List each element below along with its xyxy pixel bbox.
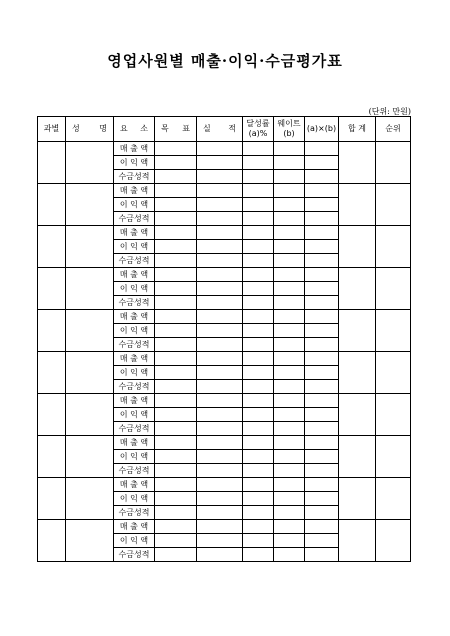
target-cell[interactable] bbox=[155, 184, 197, 198]
table-row bbox=[38, 352, 411, 366]
dept-cell[interactable] bbox=[38, 520, 66, 562]
total-cell[interactable] bbox=[339, 268, 376, 310]
item-label: 이 익 액 bbox=[114, 534, 155, 548]
name-cell[interactable] bbox=[66, 142, 114, 184]
header-name: 성 명 bbox=[66, 117, 114, 142]
target-cell[interactable] bbox=[155, 268, 197, 282]
target-cell[interactable] bbox=[155, 142, 197, 156]
actual-cell[interactable] bbox=[197, 324, 243, 338]
item-label: 이 익 액 bbox=[114, 156, 155, 170]
table-row bbox=[38, 184, 411, 198]
document-title: 영업사원별 매출·이익·수금평가표 bbox=[107, 52, 343, 70]
target-cell[interactable] bbox=[155, 212, 197, 226]
item-label: 이 익 액 bbox=[114, 324, 155, 338]
header-target: 목 표 bbox=[155, 117, 197, 142]
actual-cell[interactable] bbox=[197, 170, 243, 184]
product-cell[interactable] bbox=[305, 156, 339, 170]
product-cell[interactable] bbox=[305, 436, 339, 450]
weight-cell[interactable] bbox=[274, 310, 305, 324]
achievement-rate-cell[interactable] bbox=[243, 338, 274, 352]
product-cell[interactable] bbox=[305, 534, 339, 548]
achievement-rate-cell[interactable] bbox=[243, 464, 274, 478]
total-cell[interactable] bbox=[339, 184, 376, 226]
actual-cell[interactable] bbox=[197, 534, 243, 548]
product-cell[interactable] bbox=[305, 240, 339, 254]
dept-cell[interactable] bbox=[38, 142, 66, 184]
item-label: 매 출 액 bbox=[114, 142, 155, 156]
dept-cell[interactable] bbox=[38, 478, 66, 520]
name-cell[interactable] bbox=[66, 520, 114, 562]
actual-cell[interactable] bbox=[197, 520, 243, 534]
item-label: 매 출 액 bbox=[114, 352, 155, 366]
actual-cell[interactable] bbox=[197, 380, 243, 394]
product-cell[interactable] bbox=[305, 324, 339, 338]
target-cell[interactable] bbox=[155, 324, 197, 338]
target-cell[interactable] bbox=[155, 478, 197, 492]
header-product: (a)×(b) bbox=[305, 117, 339, 142]
product-cell[interactable] bbox=[305, 506, 339, 520]
product-cell[interactable] bbox=[305, 296, 339, 310]
name-cell[interactable] bbox=[66, 184, 114, 226]
target-cell[interactable] bbox=[155, 254, 197, 268]
achievement-rate-cell[interactable] bbox=[243, 492, 274, 506]
weight-cell[interactable] bbox=[274, 464, 305, 478]
achievement-rate-cell[interactable] bbox=[243, 506, 274, 520]
target-cell[interactable] bbox=[155, 464, 197, 478]
total-cell[interactable] bbox=[339, 478, 376, 520]
header-achievement-rate: 달성률 (a)% bbox=[243, 117, 274, 142]
item-label: 매 출 액 bbox=[114, 394, 155, 408]
actual-cell[interactable] bbox=[197, 478, 243, 492]
product-cell[interactable] bbox=[305, 394, 339, 408]
weight-cell[interactable] bbox=[274, 296, 305, 310]
weight-cell[interactable] bbox=[274, 422, 305, 436]
item-label: 수금성적 bbox=[114, 548, 155, 562]
actual-cell[interactable] bbox=[197, 198, 243, 212]
weight-cell[interactable] bbox=[274, 408, 305, 422]
weight-cell[interactable] bbox=[274, 240, 305, 254]
actual-cell[interactable] bbox=[197, 156, 243, 170]
weight-cell[interactable] bbox=[274, 366, 305, 380]
total-cell[interactable] bbox=[339, 142, 376, 184]
weight-cell[interactable] bbox=[274, 338, 305, 352]
achievement-rate-cell[interactable] bbox=[243, 408, 274, 422]
item-label: 수금성적 bbox=[114, 170, 155, 184]
actual-cell[interactable] bbox=[197, 548, 243, 562]
product-cell[interactable] bbox=[305, 226, 339, 240]
target-cell[interactable] bbox=[155, 366, 197, 380]
item-label: 수금성적 bbox=[114, 380, 155, 394]
dept-cell[interactable] bbox=[38, 352, 66, 394]
header-actual: 실 적 bbox=[197, 117, 243, 142]
item-label: 이 익 액 bbox=[114, 408, 155, 422]
target-cell[interactable] bbox=[155, 226, 197, 240]
achievement-rate-cell[interactable] bbox=[243, 352, 274, 366]
actual-cell[interactable] bbox=[197, 394, 243, 408]
actual-cell[interactable] bbox=[197, 506, 243, 520]
rank-cell[interactable] bbox=[376, 520, 411, 562]
product-cell[interactable] bbox=[305, 184, 339, 198]
actual-cell[interactable] bbox=[197, 338, 243, 352]
name-cell[interactable] bbox=[66, 352, 114, 394]
target-cell[interactable] bbox=[155, 282, 197, 296]
product-cell[interactable] bbox=[305, 478, 339, 492]
product-cell[interactable] bbox=[305, 450, 339, 464]
product-cell[interactable] bbox=[305, 422, 339, 436]
achievement-rate-cell[interactable] bbox=[243, 142, 274, 156]
weight-cell[interactable] bbox=[274, 534, 305, 548]
achievement-rate-cell[interactable] bbox=[243, 450, 274, 464]
achievement-rate-cell[interactable] bbox=[243, 324, 274, 338]
achievement-rate-cell[interactable] bbox=[243, 268, 274, 282]
header-weight: 웨이트 (b) bbox=[274, 117, 305, 142]
target-cell[interactable] bbox=[155, 492, 197, 506]
target-cell[interactable] bbox=[155, 170, 197, 184]
achievement-rate-cell[interactable] bbox=[243, 296, 274, 310]
table-row bbox=[38, 226, 411, 240]
name-cell[interactable] bbox=[66, 478, 114, 520]
actual-cell[interactable] bbox=[197, 450, 243, 464]
name-cell[interactable] bbox=[66, 310, 114, 352]
achievement-rate-cell[interactable] bbox=[243, 254, 274, 268]
item-label: 매 출 액 bbox=[114, 184, 155, 198]
target-cell[interactable] bbox=[155, 422, 197, 436]
weight-cell[interactable] bbox=[274, 352, 305, 366]
dept-cell[interactable] bbox=[38, 394, 66, 436]
product-cell[interactable] bbox=[305, 520, 339, 534]
table-row bbox=[38, 436, 411, 450]
rank-cell[interactable] bbox=[376, 268, 411, 310]
weight-cell[interactable] bbox=[274, 212, 305, 226]
header-dept: 과별 bbox=[38, 117, 66, 142]
achievement-rate-cell[interactable] bbox=[243, 380, 274, 394]
target-cell[interactable] bbox=[155, 338, 197, 352]
name-cell[interactable] bbox=[66, 436, 114, 478]
total-cell[interactable] bbox=[339, 352, 376, 394]
achievement-rate-cell[interactable] bbox=[243, 520, 274, 534]
item-label: 수금성적 bbox=[114, 338, 155, 352]
item-label: 이 익 액 bbox=[114, 198, 155, 212]
item-label: 이 익 액 bbox=[114, 492, 155, 506]
item-label: 매 출 액 bbox=[114, 310, 155, 324]
actual-cell[interactable] bbox=[197, 422, 243, 436]
item-label: 매 출 액 bbox=[114, 226, 155, 240]
target-cell[interactable] bbox=[155, 436, 197, 450]
achievement-rate-cell[interactable] bbox=[243, 478, 274, 492]
target-cell[interactable] bbox=[155, 198, 197, 212]
target-cell[interactable] bbox=[155, 240, 197, 254]
rank-cell[interactable] bbox=[376, 310, 411, 352]
total-cell[interactable] bbox=[339, 436, 376, 478]
target-cell[interactable] bbox=[155, 394, 197, 408]
product-cell[interactable] bbox=[305, 380, 339, 394]
name-cell[interactable] bbox=[66, 226, 114, 268]
actual-cell[interactable] bbox=[197, 254, 243, 268]
target-cell[interactable] bbox=[155, 534, 197, 548]
achievement-rate-cell[interactable] bbox=[243, 240, 274, 254]
target-cell[interactable] bbox=[155, 380, 197, 394]
achievement-rate-cell[interactable] bbox=[243, 422, 274, 436]
achievement-rate-cell[interactable] bbox=[243, 198, 274, 212]
actual-cell[interactable] bbox=[197, 184, 243, 198]
actual-cell[interactable] bbox=[197, 142, 243, 156]
item-label: 수금성적 bbox=[114, 254, 155, 268]
total-cell[interactable] bbox=[339, 226, 376, 268]
table-row bbox=[38, 394, 411, 408]
achievement-rate-cell[interactable] bbox=[243, 170, 274, 184]
table-row bbox=[38, 520, 411, 534]
product-cell[interactable] bbox=[305, 268, 339, 282]
weight-cell[interactable] bbox=[274, 478, 305, 492]
rank-cell[interactable] bbox=[376, 352, 411, 394]
header-total: 합 계 bbox=[339, 117, 376, 142]
item-label: 수금성적 bbox=[114, 212, 155, 226]
total-cell[interactable] bbox=[339, 394, 376, 436]
target-cell[interactable] bbox=[155, 156, 197, 170]
weight-cell[interactable] bbox=[274, 380, 305, 394]
product-cell[interactable] bbox=[305, 352, 339, 366]
evaluation-table bbox=[37, 116, 411, 562]
weight-cell[interactable] bbox=[274, 394, 305, 408]
actual-cell[interactable] bbox=[197, 268, 243, 282]
product-cell[interactable] bbox=[305, 338, 339, 352]
target-cell[interactable] bbox=[155, 310, 197, 324]
total-cell[interactable] bbox=[339, 520, 376, 562]
achievement-rate-cell[interactable] bbox=[243, 534, 274, 548]
target-cell[interactable] bbox=[155, 408, 197, 422]
product-cell[interactable] bbox=[305, 310, 339, 324]
dept-cell[interactable] bbox=[38, 268, 66, 310]
actual-cell[interactable] bbox=[197, 282, 243, 296]
table-row bbox=[38, 310, 411, 324]
product-cell[interactable] bbox=[305, 548, 339, 562]
achievement-rate-cell[interactable] bbox=[243, 394, 274, 408]
actual-cell[interactable] bbox=[197, 352, 243, 366]
item-label: 수금성적 bbox=[114, 296, 155, 310]
target-cell[interactable] bbox=[155, 506, 197, 520]
dept-cell[interactable] bbox=[38, 310, 66, 352]
achievement-rate-cell[interactable] bbox=[243, 156, 274, 170]
actual-cell[interactable] bbox=[197, 296, 243, 310]
item-label: 매 출 액 bbox=[114, 268, 155, 282]
weight-cell[interactable] bbox=[274, 450, 305, 464]
target-cell[interactable] bbox=[155, 352, 197, 366]
actual-cell[interactable] bbox=[197, 464, 243, 478]
table-row bbox=[38, 478, 411, 492]
item-label: 이 익 액 bbox=[114, 240, 155, 254]
table-body bbox=[38, 142, 411, 562]
actual-cell[interactable] bbox=[197, 366, 243, 380]
unit-note: (단위: 만원) bbox=[368, 107, 411, 116]
rank-cell[interactable] bbox=[376, 184, 411, 226]
table-row bbox=[38, 142, 411, 156]
achievement-rate-cell[interactable] bbox=[243, 310, 274, 324]
rank-cell[interactable] bbox=[376, 226, 411, 268]
dept-cell[interactable] bbox=[38, 226, 66, 268]
header-affiliation: 요 소 bbox=[114, 117, 155, 142]
product-cell[interactable] bbox=[305, 212, 339, 226]
product-cell[interactable] bbox=[305, 254, 339, 268]
rank-cell[interactable] bbox=[376, 394, 411, 436]
item-label: 수금성적 bbox=[114, 506, 155, 520]
header-rank: 순위 bbox=[376, 117, 411, 142]
actual-cell[interactable] bbox=[197, 310, 243, 324]
achievement-rate-cell[interactable] bbox=[243, 548, 274, 562]
weight-cell[interactable] bbox=[274, 170, 305, 184]
target-cell[interactable] bbox=[155, 450, 197, 464]
product-cell[interactable] bbox=[305, 366, 339, 380]
total-cell[interactable] bbox=[339, 310, 376, 352]
weight-cell[interactable] bbox=[274, 184, 305, 198]
dept-cell[interactable] bbox=[38, 184, 66, 226]
name-cell[interactable] bbox=[66, 394, 114, 436]
weight-cell[interactable] bbox=[274, 548, 305, 562]
header-row bbox=[38, 117, 411, 142]
achievement-rate-cell[interactable] bbox=[243, 184, 274, 198]
name-cell[interactable] bbox=[66, 268, 114, 310]
achievement-rate-cell[interactable] bbox=[243, 212, 274, 226]
item-label: 매 출 액 bbox=[114, 436, 155, 450]
achievement-rate-cell[interactable] bbox=[243, 282, 274, 296]
actual-cell[interactable] bbox=[197, 212, 243, 226]
item-label: 매 출 액 bbox=[114, 478, 155, 492]
product-cell[interactable] bbox=[305, 464, 339, 478]
weight-cell[interactable] bbox=[274, 254, 305, 268]
target-cell[interactable] bbox=[155, 296, 197, 310]
rank-cell[interactable] bbox=[376, 478, 411, 520]
actual-cell[interactable] bbox=[197, 436, 243, 450]
rank-cell[interactable] bbox=[376, 436, 411, 478]
weight-cell[interactable] bbox=[274, 436, 305, 450]
item-label: 수금성적 bbox=[114, 464, 155, 478]
achievement-rate-cell[interactable] bbox=[243, 226, 274, 240]
weight-cell[interactable] bbox=[274, 324, 305, 338]
item-label: 이 익 액 bbox=[114, 366, 155, 380]
product-cell[interactable] bbox=[305, 142, 339, 156]
weight-cell[interactable] bbox=[274, 142, 305, 156]
item-label: 매 출 액 bbox=[114, 520, 155, 534]
actual-cell[interactable] bbox=[197, 226, 243, 240]
product-cell[interactable] bbox=[305, 198, 339, 212]
actual-cell[interactable] bbox=[197, 408, 243, 422]
weight-cell[interactable] bbox=[274, 506, 305, 520]
achievement-rate-cell[interactable] bbox=[243, 366, 274, 380]
dept-cell[interactable] bbox=[38, 436, 66, 478]
target-cell[interactable] bbox=[155, 520, 197, 534]
weight-cell[interactable] bbox=[274, 226, 305, 240]
product-cell[interactable] bbox=[305, 408, 339, 422]
actual-cell[interactable] bbox=[197, 492, 243, 506]
product-cell[interactable] bbox=[305, 492, 339, 506]
weight-cell[interactable] bbox=[274, 520, 305, 534]
weight-cell[interactable] bbox=[274, 198, 305, 212]
item-label: 이 익 액 bbox=[114, 282, 155, 296]
item-label: 이 익 액 bbox=[114, 450, 155, 464]
product-cell[interactable] bbox=[305, 282, 339, 296]
weight-cell[interactable] bbox=[274, 268, 305, 282]
table-row bbox=[38, 268, 411, 282]
weight-cell[interactable] bbox=[274, 156, 305, 170]
actual-cell[interactable] bbox=[197, 240, 243, 254]
weight-cell[interactable] bbox=[274, 492, 305, 506]
weight-cell[interactable] bbox=[274, 282, 305, 296]
achievement-rate-cell[interactable] bbox=[243, 436, 274, 450]
rank-cell[interactable] bbox=[376, 142, 411, 184]
target-cell[interactable] bbox=[155, 548, 197, 562]
item-label: 수금성적 bbox=[114, 422, 155, 436]
product-cell[interactable] bbox=[305, 170, 339, 184]
